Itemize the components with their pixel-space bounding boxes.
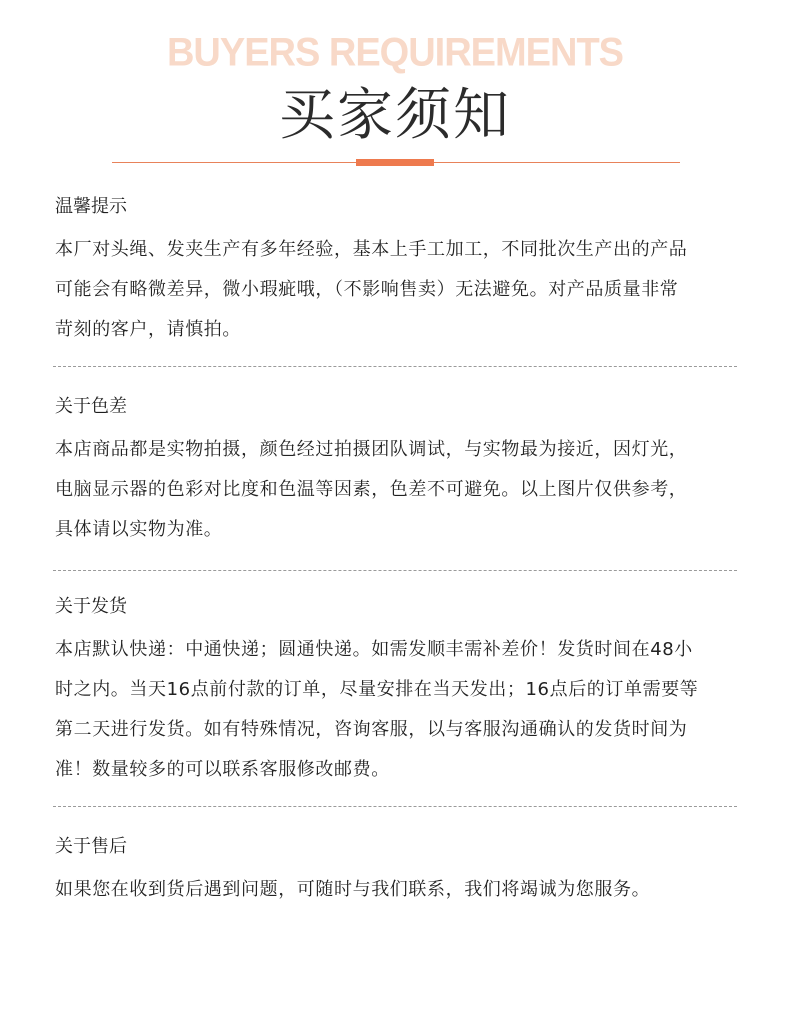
body-line: 具体请以实物为准。 [55,519,223,540]
section-color-difference [55,394,745,550]
body-line: 准！数量较多的可以联系客服修改邮费。 [55,759,390,780]
section-body [55,430,745,550]
body-line: 本店默认快递：中通快递；圆通快递。如需发顺丰需补差价！发货时间在48小 [55,639,693,660]
header-watermark: BUYERS REQUIREMENTS [166,30,624,76]
section-title: 关于发货 [55,596,127,617]
section-title: 关于色差 [55,396,127,417]
section-body [55,230,745,350]
section-shipping [55,594,745,790]
section-divider [53,806,737,807]
body-line: 电脑显示器的色彩对比度和色温等因素，色差不可避免。以上图片仅供参考， [55,479,688,500]
title-accent-bar [356,159,434,166]
section-title: 温馨提示 [55,196,127,217]
section-divider [53,366,737,367]
body-line: 本店商品都是实物拍摄，颜色经过拍摄团队调试，与实物最为接近，因灯光， [55,439,688,460]
body-line: 苛刻的客户，请慎拍。 [55,319,241,340]
body-line: 本厂对头绳、发夹生产有多年经验，基本上手工加工，不同批次生产出的产品 [55,239,688,260]
body-line: 如果您在收到货后遇到问题，可随时与我们联系，我们将竭诚为您服务。 [55,879,651,900]
page-title: 买家须知 [279,83,511,148]
section-title: 关于售后 [55,836,127,857]
section-tips [55,194,745,350]
body-line: 可能会有略微差异，微小瑕疵哦，（不影响售卖）无法避免。对产品质量非常 [55,279,679,300]
body-line: 时之内。当天16点前付款的订单，尽量安排在当天发出；16点后的订单需要等 [55,679,699,700]
section-body [55,870,745,910]
section-after-sales [55,834,745,910]
section-divider [53,570,737,571]
page-header [0,0,790,180]
body-line: 第二天进行发货。如有特殊情况，咨询客服，以与客服沟通确认的发货时间为 [55,719,688,740]
section-body [55,630,745,790]
